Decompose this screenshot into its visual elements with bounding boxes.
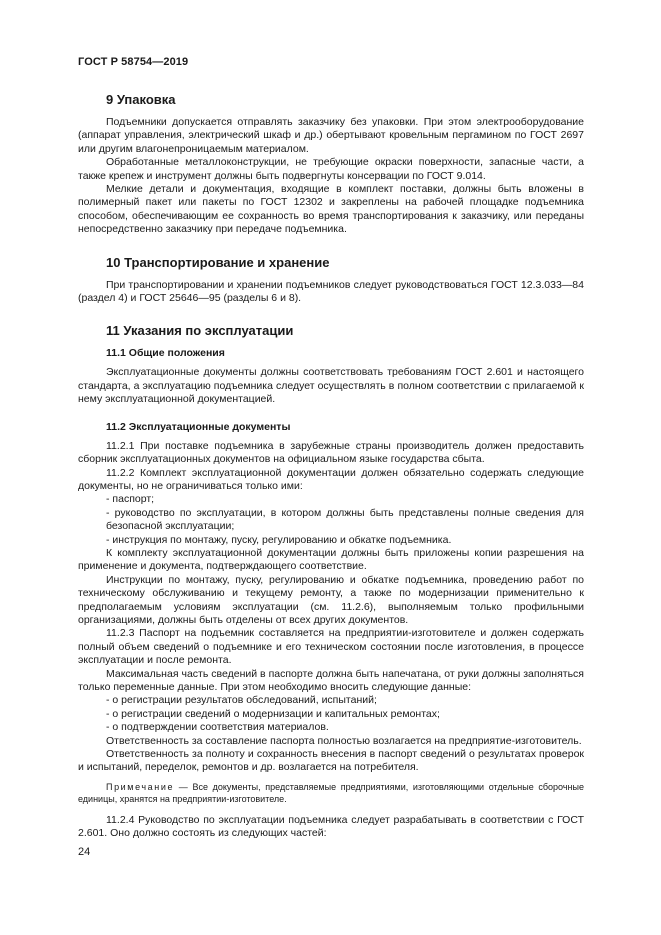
section-9-para-1: Подъемники допускается отправлять заказчику без упаковки. При этом электрооборудование (аппарат управления, электрический шкаф и др.) обертывают кровельным пергамином по ГОСТ 2697 или другим влагонепроницаемым материалом. bbox=[78, 116, 584, 155]
page-number: 24 bbox=[78, 846, 91, 858]
responsibility-manufacturer-para: Ответственность за составление паспорта полностью возлагается на предприятие-изготовитель. bbox=[106, 734, 582, 747]
list-item: - паспорт; bbox=[106, 493, 155, 506]
subsection-11-1-heading: 11.1 Общие положения bbox=[106, 347, 225, 360]
subsection-11-1-para: Эксплуатационные документы должны соответствовать требованиям ГОСТ 2.601 и настоящего стандарта, а эксплуатацию подъемника следует осуществлять в полном соответствии с прилагаемой к нему эксплуатационной документацией. bbox=[78, 366, 584, 406]
clause-11-2-1: 11.2.1 При поставке подъемника в зарубежные страны производитель должен предоставить сборник эксплуатационных документов на официальном языке государства сбыта. bbox=[78, 439, 584, 466]
note-text: — Все документы, представляемые предприятиями, изготовляющими отдельные сборочные единицы, хранятся на предприятии-изготовителе. bbox=[78, 781, 584, 804]
responsibility-consumer-para: Ответственность за полноту и сохранность внесения в паспорт сведений о результатах проверок и испытаний, переделок, ремонтов и др. возлагается на потребителя. bbox=[78, 748, 584, 774]
section-9-para-3: Мелкие детали и документация, входящие в комплект поставки, должны быть вложены в полимерный пакет или пакеты по ГОСТ 12302 и закреплены на рабочей площадке подъемника способом, обеспечивающим ее сохранность во время транспортирования к заказчику, или переданы непосредственно заказчику при передаче подъемника. bbox=[78, 183, 584, 236]
list-item: - о регистрации результатов обследований, испытаний; bbox=[106, 694, 377, 707]
instructions-para: Инструкции по монтажу, пуску, регулированию и обкатке подъемника, проведению работ по техническому обслуживанию и текущему ремонту, а также по модернизации применительно к предполагаемым условиям эксплуатации (см. 11.2.6), выполняемым только профильными организациями, должны быть отделены от всех других документов. bbox=[78, 573, 584, 626]
note bbox=[78, 781, 584, 805]
document-page bbox=[78, 56, 584, 841]
document-id-header: ГОСТ Р 58754—2019 bbox=[78, 56, 189, 68]
note-label: Примечание bbox=[106, 781, 175, 792]
list-item: - руководство по эксплуатации, в котором должны быть представлены полные сведения для безопасной эксплуатации; bbox=[106, 506, 584, 533]
list-item: - о подтверждении соответствия материалов. bbox=[106, 721, 329, 734]
attachments-para: К комплекту эксплуатационной документации должны быть приложены копии разрешения на применение и документа, подтверждающего соответствие. bbox=[78, 546, 584, 573]
section-9-para-2: Обработанные металлоконструкции, не требующие окраски поверхности, запасные части, а также крепеж и инструмент должны быть подвергнуты консервации по ГОСТ 9.014. bbox=[78, 156, 584, 182]
section-10-heading: 10 Транспортирование и хранение bbox=[106, 254, 330, 270]
passport-info-para: Максимальная часть сведений в паспорте должна быть напечатана, от руки должны заполняться только переменные данные. При этом необходимо вносить следующие данные: bbox=[78, 667, 584, 693]
clause-11-2-4: 11.2.4 Руководство по эксплуатации подъемника следует разрабатывать в соответствии с ГОСТ 2.601. Оно должно состоять из следующих частей: bbox=[78, 813, 584, 840]
list-item: - инструкция по монтажу, пуску, регулированию и обкатке подъемника. bbox=[106, 533, 452, 546]
clause-11-2-3: 11.2.3 Паспорт на подъемник составляется на предприятии-изготовителе и должен содержать полный объем сведений о подъемнике и его техническом состоянии после изготовления, в процессе эксплуатации и после ремонта. bbox=[78, 627, 584, 667]
section-11-heading: 11 Указания по эксплуатации bbox=[106, 323, 294, 339]
clause-11-2-2: 11.2.2 Комплект эксплуатационной документации должен обязательно содержать следующие документы, но не ограничиваться только ими: bbox=[78, 466, 584, 492]
list-item: - о регистрации сведений о модернизации и капитальных ремонтах; bbox=[106, 707, 440, 720]
subsection-11-2-heading: 11.2 Эксплуатационные документы bbox=[106, 420, 291, 433]
section-10-para-1: При транспортировании и хранении подъемников следует руководствоваться ГОСТ 12.3.033—84 (раздел 4) и ГОСТ 25646—95 (разделы 6 и 8). bbox=[78, 278, 584, 305]
section-9-heading: 9 Упаковка bbox=[106, 92, 176, 107]
